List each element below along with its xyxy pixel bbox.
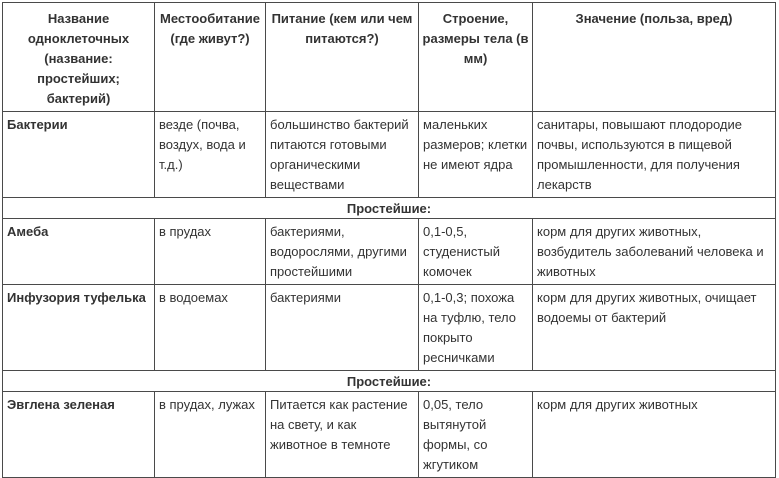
cell-significance: корм для других животных, очищает водоемы от бактерий: [533, 285, 776, 371]
cell-nutrition: бактериями, водорослями, другими простейшими: [266, 219, 419, 285]
cell-significance: корм для других животных, возбудитель заболеваний человека и животных: [533, 219, 776, 285]
cell-significance: корм для других животных: [533, 392, 776, 478]
cell-structure: 0,1-0,3; похожа на туфлю, тело покрыто ресничками: [419, 285, 533, 371]
header-structure: Строение, размеры тела (в мм): [419, 3, 533, 112]
group-row: [3, 371, 776, 392]
cell-habitat: в прудах, лужах: [155, 392, 266, 478]
table-row: [3, 392, 776, 478]
header-significance: Значение (польза, вред): [533, 3, 776, 112]
group-label: Простейшие:: [3, 198, 776, 219]
cell-habitat: везде (почва, воздух, вода и т.д.): [155, 112, 266, 198]
header-name: Название одноклеточных (название: простейших; бактерий): [3, 3, 155, 112]
header-nutrition: Питание (кем или чем питаются?): [266, 3, 419, 112]
cell-nutrition: Питается как растение на свету, и как животное в темноте: [266, 392, 419, 478]
header-habitat: Местообитание (где живут?): [155, 3, 266, 112]
table-row: [3, 285, 776, 371]
cell-significance: санитары, повышают плодородие почвы, используются в пищевой промышленности, для получения лекарств: [533, 112, 776, 198]
header-row: [3, 3, 776, 112]
table-row: [3, 219, 776, 285]
group-label: Простейшие:: [3, 371, 776, 392]
cell-structure: маленьких размеров; клетки не имеют ядра: [419, 112, 533, 198]
cell-name: Бактерии: [3, 112, 155, 198]
cell-habitat: в водоемах: [155, 285, 266, 371]
cell-name: Инфузория туфелька: [3, 285, 155, 371]
table-wrapper: [2, 2, 776, 478]
group-row: [3, 198, 776, 219]
cell-habitat: в прудах: [155, 219, 266, 285]
cell-name: Эвглена зеленая: [3, 392, 155, 478]
cell-nutrition: бактериями: [266, 285, 419, 371]
cell-nutrition: большинство бактерий питаются готовыми органическими веществами: [266, 112, 419, 198]
organisms-table: [2, 2, 776, 478]
cell-structure: 0,1-0,5, студенистый комочек: [419, 219, 533, 285]
table-row: [3, 112, 776, 198]
cell-structure: 0,05, тело вытянутой формы, со жгутиком: [419, 392, 533, 478]
cell-name: Амеба: [3, 219, 155, 285]
